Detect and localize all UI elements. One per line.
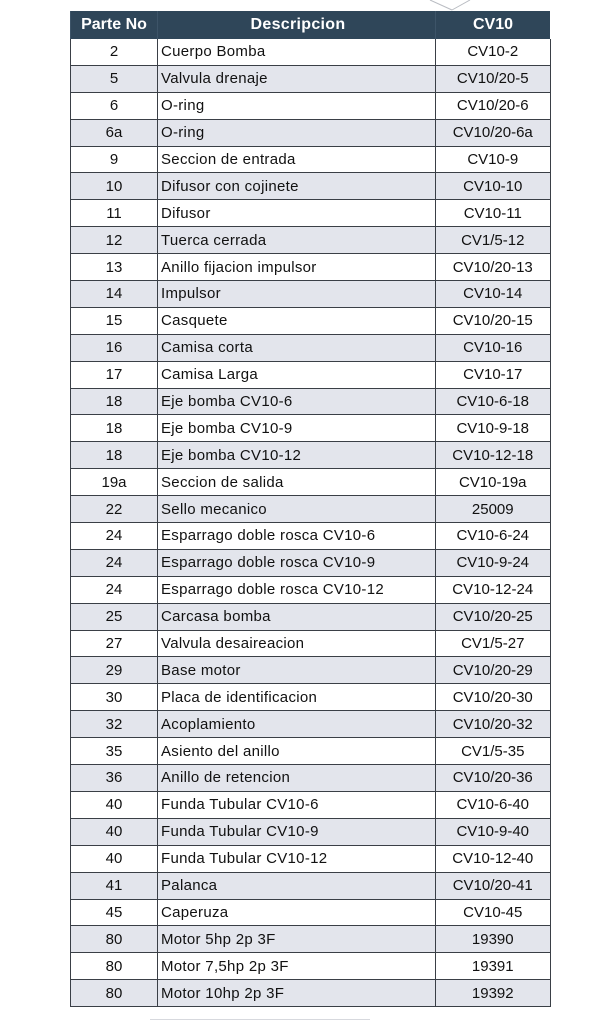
cell-description: Esparrago doble rosca CV10-6 [158, 523, 436, 550]
table-header [71, 11, 551, 39]
cell-part-no: 80 [71, 926, 158, 953]
cell-description: Eje bomba CV10-12 [158, 442, 436, 469]
cell-description: Camisa Larga [158, 361, 436, 388]
cell-part-no: 25 [71, 603, 158, 630]
cell-description: Difusor con cojinete [158, 173, 436, 200]
table-row [71, 146, 551, 173]
bottom-divider [150, 1019, 370, 1020]
table-row [71, 738, 551, 765]
cell-description: Eje bomba CV10-9 [158, 415, 436, 442]
cell-description: O-ring [158, 119, 436, 146]
cell-code: CV10/20-6a [436, 119, 551, 146]
cell-code: 25009 [436, 496, 551, 523]
cell-description: Funda Tubular CV10-9 [158, 818, 436, 845]
header-part-no: Parte No [71, 11, 158, 39]
table-row [71, 684, 551, 711]
cell-part-no: 18 [71, 388, 158, 415]
table-row [71, 872, 551, 899]
table-row [71, 92, 551, 119]
cell-description: Valvula drenaje [158, 65, 436, 92]
cell-code: CV1/5-12 [436, 227, 551, 254]
cell-code: CV10-9-24 [436, 549, 551, 576]
table-body [71, 39, 551, 1007]
header-description: Descripcion [158, 11, 436, 39]
table-row [71, 899, 551, 926]
cell-code: CV10/20-5 [436, 65, 551, 92]
cell-description: Funda Tubular CV10-12 [158, 845, 436, 872]
cell-description: Anillo de retencion [158, 765, 436, 792]
cell-code: CV10-9-40 [436, 818, 551, 845]
cell-description: Placa de identificacion [158, 684, 436, 711]
table-row [71, 361, 551, 388]
table-row [71, 657, 551, 684]
cell-code: CV10-19a [436, 469, 551, 496]
cell-part-no: 15 [71, 307, 158, 334]
cell-code: CV10/20-29 [436, 657, 551, 684]
cell-code: CV10-45 [436, 899, 551, 926]
cell-code: CV10/20-41 [436, 872, 551, 899]
cell-part-no: 24 [71, 523, 158, 550]
cell-code: CV10/20-6 [436, 92, 551, 119]
table-row [71, 523, 551, 550]
cell-code: CV10-9 [436, 146, 551, 173]
cell-part-no: 24 [71, 576, 158, 603]
cell-description: Camisa corta [158, 334, 436, 361]
cell-code: CV10-10 [436, 173, 551, 200]
cell-code: CV10-6-18 [436, 388, 551, 415]
table-row [71, 388, 551, 415]
cell-code: 19391 [436, 953, 551, 980]
cell-code: CV10-17 [436, 361, 551, 388]
cell-part-no: 35 [71, 738, 158, 765]
cell-part-no: 40 [71, 845, 158, 872]
cell-description: Tuerca cerrada [158, 227, 436, 254]
cell-part-no: 80 [71, 953, 158, 980]
table-row [71, 549, 551, 576]
cell-part-no: 13 [71, 254, 158, 281]
cell-part-no: 6 [71, 92, 158, 119]
cell-description: Seccion de salida [158, 469, 436, 496]
table-row [71, 603, 551, 630]
table-row [71, 254, 551, 281]
cell-code: CV10-14 [436, 281, 551, 308]
cell-part-no: 5 [71, 65, 158, 92]
cell-code: CV10/20-36 [436, 765, 551, 792]
cell-description: Motor 7,5hp 2p 3F [158, 953, 436, 980]
cell-description: Cuerpo Bomba [158, 39, 436, 65]
table-row [71, 765, 551, 792]
table-row [71, 926, 551, 953]
cell-code: CV10-16 [436, 334, 551, 361]
cell-part-no: 18 [71, 415, 158, 442]
cell-part-no: 36 [71, 765, 158, 792]
cell-description: Seccion de entrada [158, 146, 436, 173]
cell-part-no: 80 [71, 980, 158, 1007]
table-row [71, 119, 551, 146]
cell-description: Funda Tubular CV10-6 [158, 791, 436, 818]
cell-part-no: 9 [71, 146, 158, 173]
cell-code: CV10/20-15 [436, 307, 551, 334]
cell-part-no: 12 [71, 227, 158, 254]
cell-part-no: 14 [71, 281, 158, 308]
cell-code: 19390 [436, 926, 551, 953]
cell-part-no: 22 [71, 496, 158, 523]
header-row [71, 11, 551, 39]
table-row [71, 442, 551, 469]
cell-code: CV10-11 [436, 200, 551, 227]
cell-description: Valvula desaireacion [158, 630, 436, 657]
table-row [71, 39, 551, 65]
table-row [71, 953, 551, 980]
cell-part-no: 30 [71, 684, 158, 711]
cell-description: Anillo fijacion impulsor [158, 254, 436, 281]
table-row [71, 791, 551, 818]
cell-description: Caperuza [158, 899, 436, 926]
table-row [71, 227, 551, 254]
table-row [71, 845, 551, 872]
cell-description: Motor 10hp 2p 3F [158, 980, 436, 1007]
cell-description: Casquete [158, 307, 436, 334]
cell-description: Palanca [158, 872, 436, 899]
table-row [71, 415, 551, 442]
cell-description: Impulsor [158, 281, 436, 308]
cell-description: Asiento del anillo [158, 738, 436, 765]
cell-description: Difusor [158, 200, 436, 227]
cell-part-no: 41 [71, 872, 158, 899]
cell-part-no: 32 [71, 711, 158, 738]
cell-code: CV10/20-32 [436, 711, 551, 738]
table-row [71, 711, 551, 738]
cell-description: Motor 5hp 2p 3F [158, 926, 436, 953]
cell-part-no: 45 [71, 899, 158, 926]
cell-description: Esparrago doble rosca CV10-12 [158, 576, 436, 603]
cell-code: CV10-12-18 [436, 442, 551, 469]
cell-description: Base motor [158, 657, 436, 684]
header-code: CV10 [436, 11, 551, 39]
table-row [71, 65, 551, 92]
cell-description: Sello mecanico [158, 496, 436, 523]
cell-description: O-ring [158, 92, 436, 119]
cell-part-no: 2 [71, 39, 158, 65]
table-row [71, 980, 551, 1007]
cell-code: CV10/20-13 [436, 254, 551, 281]
cell-part-no: 40 [71, 791, 158, 818]
table-row [71, 496, 551, 523]
table-row [71, 334, 551, 361]
table-row [71, 173, 551, 200]
cell-code: CV10-9-18 [436, 415, 551, 442]
table-row [71, 630, 551, 657]
table-row [71, 576, 551, 603]
cell-part-no: 18 [71, 442, 158, 469]
cell-code: CV10/20-30 [436, 684, 551, 711]
cell-part-no: 16 [71, 334, 158, 361]
table-row [71, 200, 551, 227]
cell-code: CV10/20-25 [436, 603, 551, 630]
cell-description: Acoplamiento [158, 711, 436, 738]
table-row [71, 307, 551, 334]
cell-code: 19392 [436, 980, 551, 1007]
cell-part-no: 17 [71, 361, 158, 388]
cell-description: Carcasa bomba [158, 603, 436, 630]
cell-part-no: 27 [71, 630, 158, 657]
cell-part-no: 29 [71, 657, 158, 684]
parts-table [70, 11, 551, 1007]
cell-part-no: 19a [71, 469, 158, 496]
cell-code: CV1/5-27 [436, 630, 551, 657]
cell-code: CV10-12-40 [436, 845, 551, 872]
cell-code: CV10-6-40 [436, 791, 551, 818]
cell-part-no: 40 [71, 818, 158, 845]
cell-part-no: 10 [71, 173, 158, 200]
cell-code: CV1/5-35 [436, 738, 551, 765]
table-row [71, 818, 551, 845]
cell-code: CV10-6-24 [436, 523, 551, 550]
cell-description: Esparrago doble rosca CV10-9 [158, 549, 436, 576]
table-row [71, 281, 551, 308]
cell-part-no: 24 [71, 549, 158, 576]
cell-part-no: 11 [71, 200, 158, 227]
cell-description: Eje bomba CV10-6 [158, 388, 436, 415]
cell-part-no: 6a [71, 119, 158, 146]
cell-code: CV10-2 [436, 39, 551, 65]
table-row [71, 469, 551, 496]
cell-code: CV10-12-24 [436, 576, 551, 603]
